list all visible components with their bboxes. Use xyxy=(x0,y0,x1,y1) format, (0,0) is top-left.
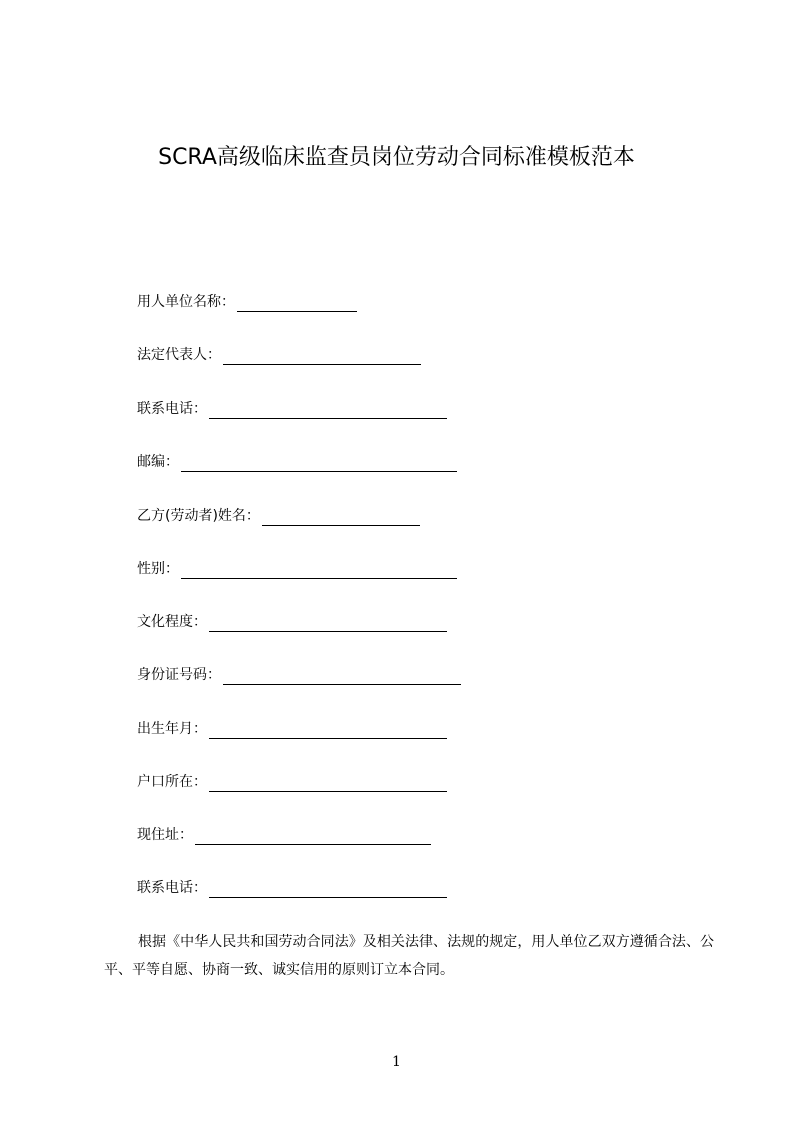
blank-line xyxy=(209,776,447,792)
field-label: 现住址： xyxy=(137,827,193,843)
field-label: 法定代表人： xyxy=(137,347,221,363)
field-label: 户口所在： xyxy=(137,774,207,790)
field-label: 出生年月： xyxy=(137,721,207,737)
document-title: SCRA高级临床监查员岗位劳动合同标准模板范本 xyxy=(158,145,635,170)
blank-line xyxy=(195,829,431,845)
blank-line xyxy=(209,403,447,419)
field-label: 邮编： xyxy=(137,454,179,470)
field-current-address xyxy=(137,825,431,845)
blank-line xyxy=(181,456,457,472)
field-label: 文化程度： xyxy=(137,614,207,630)
field-legal-representative xyxy=(137,345,421,365)
field-label: 身份证号码： xyxy=(137,667,221,683)
field-employee-name xyxy=(137,506,420,526)
field-id-number xyxy=(137,665,461,685)
field-education xyxy=(137,612,447,632)
contract-preamble: 根据《中华人民共和国劳动合同法》及相关法律、法规的规定，用人单位乙双方遵循合法、公平、平等自愿、协商一致、诚实信用的原则订立本合同。 xyxy=(104,934,714,978)
field-birth-date xyxy=(137,719,447,739)
field-label: 用人单位名称： xyxy=(137,294,235,310)
field-employee-phone xyxy=(137,878,447,898)
field-gender xyxy=(137,559,457,579)
field-label: 联系电话： xyxy=(137,401,207,417)
field-label: 性别： xyxy=(137,561,179,577)
blank-line xyxy=(209,723,447,739)
blank-line xyxy=(209,616,447,632)
blank-line xyxy=(223,669,461,685)
field-household-registration xyxy=(137,772,447,792)
page-number: 1 xyxy=(392,1054,401,1070)
blank-line xyxy=(209,882,447,898)
blank-line xyxy=(181,563,457,579)
blank-line xyxy=(262,510,420,526)
field-employer-phone xyxy=(137,399,447,419)
field-employer-name xyxy=(137,292,357,312)
blank-line xyxy=(223,349,421,365)
blank-line xyxy=(237,296,357,312)
field-label: 乙方(劳动者)姓名： xyxy=(137,508,260,524)
field-postcode xyxy=(137,452,457,472)
field-label: 联系电话： xyxy=(137,880,207,896)
